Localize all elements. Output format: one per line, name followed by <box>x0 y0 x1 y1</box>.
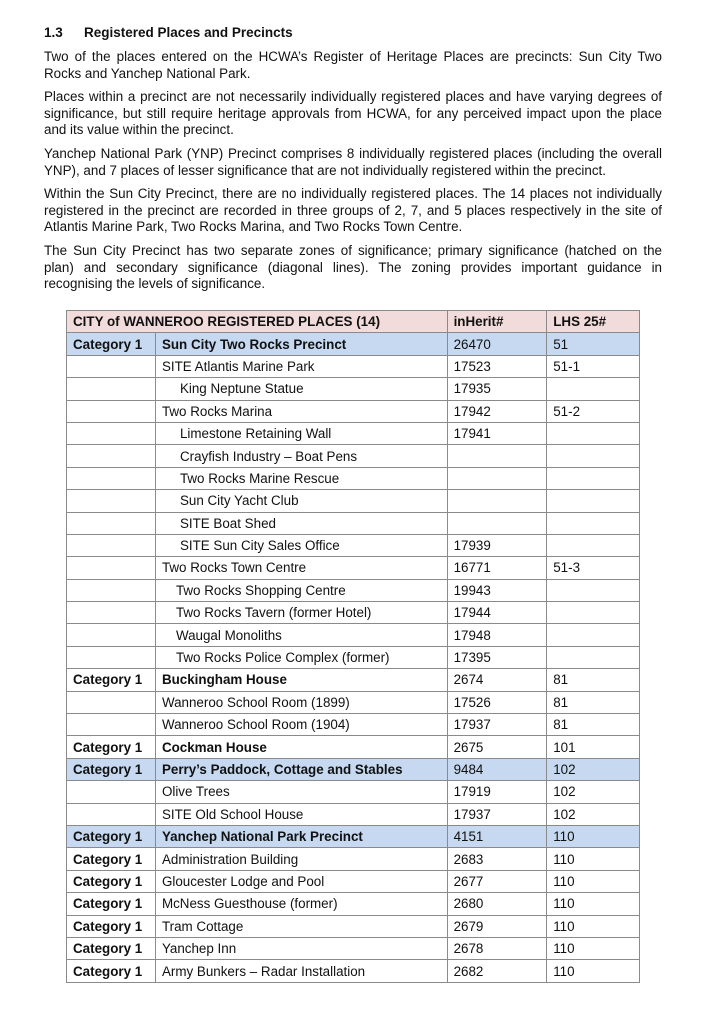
place-name-cell: Gloucester Lodge and Pool <box>155 870 447 892</box>
place-name-cell: Yanchep Inn <box>155 937 447 959</box>
category-cell: Category 1 <box>67 937 156 959</box>
lhs-cell: 102 <box>547 758 640 780</box>
place-name-cell: Buckingham House <box>155 669 447 691</box>
lhs-cell: 110 <box>547 937 640 959</box>
table-row <box>67 355 640 377</box>
inherit-cell: 17942 <box>447 400 547 422</box>
inherit-cell: 17937 <box>447 714 547 736</box>
inherit-cell: 17948 <box>447 624 547 646</box>
inherit-cell: 17395 <box>447 646 547 668</box>
inherit-cell: 17526 <box>447 691 547 713</box>
place-name-cell: King Neptune Statue <box>155 378 447 400</box>
inherit-cell: 17919 <box>447 781 547 803</box>
table-row <box>67 736 640 758</box>
table-row <box>67 893 640 915</box>
lhs-cell: 110 <box>547 848 640 870</box>
lhs-cell <box>547 624 640 646</box>
table-header-row <box>67 311 640 333</box>
place-name-cell: Wanneroo School Room (1899) <box>155 691 447 713</box>
place-name-cell: Sun City Yacht Club <box>155 490 447 512</box>
table-row <box>67 378 640 400</box>
category-cell: Category 1 <box>67 333 156 355</box>
category-cell: Category 1 <box>67 960 156 982</box>
registered-places-table <box>66 310 640 983</box>
table-row <box>67 825 640 847</box>
lhs-cell <box>547 490 640 512</box>
category-cell <box>67 422 156 444</box>
lhs-cell: 110 <box>547 960 640 982</box>
category-cell <box>67 714 156 736</box>
inherit-cell: 2680 <box>447 893 547 915</box>
paragraph: Places within a precinct are not necessarily individually registered places and have varying degrees of significance, but still require heritage approvals from HCWA, for any perceived impact upon the place and its value within the precinct. <box>44 89 662 138</box>
place-name-cell: Perry’s Paddock, Cottage and Stables <box>155 758 447 780</box>
category-cell: Category 1 <box>67 825 156 847</box>
inherit-cell: 4151 <box>447 825 547 847</box>
table-row <box>67 602 640 624</box>
category-cell <box>67 691 156 713</box>
place-name-cell: Cockman House <box>155 736 447 758</box>
lhs-cell: 102 <box>547 781 640 803</box>
place-name-cell: Sun City Two Rocks Precinct <box>155 333 447 355</box>
table-row <box>67 512 640 534</box>
lhs-cell: 51-3 <box>547 557 640 579</box>
category-cell: Category 1 <box>67 915 156 937</box>
table-row <box>67 870 640 892</box>
lhs-cell: 81 <box>547 691 640 713</box>
table-row <box>67 714 640 736</box>
section-heading <box>44 25 293 40</box>
lhs-cell <box>547 646 640 668</box>
inherit-cell: 2677 <box>447 870 547 892</box>
category-cell <box>67 355 156 377</box>
place-name-cell: SITE Atlantis Marine Park <box>155 355 447 377</box>
category-cell <box>67 490 156 512</box>
table-row <box>67 937 640 959</box>
section-number: 1.3 <box>44 25 63 40</box>
lhs-cell <box>547 602 640 624</box>
table-row <box>67 624 640 646</box>
table-row <box>67 422 640 444</box>
inherit-cell: 17523 <box>447 355 547 377</box>
inherit-cell: 17944 <box>447 602 547 624</box>
inherit-cell: 2682 <box>447 960 547 982</box>
inherit-cell: 17935 <box>447 378 547 400</box>
place-name-cell: Tram Cottage <box>155 915 447 937</box>
lhs-cell: 110 <box>547 893 640 915</box>
lhs-cell: 102 <box>547 803 640 825</box>
place-name-cell: SITE Old School House <box>155 803 447 825</box>
inherit-cell: 2678 <box>447 937 547 959</box>
inherit-cell: 17937 <box>447 803 547 825</box>
inherit-cell <box>447 512 547 534</box>
place-name-cell: Yanchep National Park Precinct <box>155 825 447 847</box>
category-cell <box>67 378 156 400</box>
place-name-cell: SITE Sun City Sales Office <box>155 534 447 556</box>
lhs-cell <box>547 579 640 601</box>
table-row <box>67 915 640 937</box>
category-cell: Category 1 <box>67 848 156 870</box>
category-cell <box>67 624 156 646</box>
paragraph: Two of the places entered on the HCWA’s Register of Heritage Places are precincts: Sun City Two Rocks and Yanchep National Park. <box>44 49 662 81</box>
category-cell <box>67 579 156 601</box>
inherit-cell: 2675 <box>447 736 547 758</box>
place-name-cell: Army Bunkers – Radar Installation <box>155 960 447 982</box>
lhs-cell: 51 <box>547 333 640 355</box>
table-row <box>67 557 640 579</box>
table-row <box>67 646 640 668</box>
category-cell <box>67 602 156 624</box>
inherit-cell: 17939 <box>447 534 547 556</box>
place-name-cell: McNess Guesthouse (former) <box>155 893 447 915</box>
section-title: Registered Places and Precincts <box>84 25 293 40</box>
lhs-cell: 81 <box>547 669 640 691</box>
paragraph: The Sun City Precinct has two separate zones of significance; primary significance (hatched on the plan) and secondary significance (diagonal lines). The zoning provides important guidance in recognising the levels of significance. <box>44 242 662 292</box>
category-cell <box>67 557 156 579</box>
table-row <box>67 490 640 512</box>
header-inherit: inHerit# <box>447 311 547 333</box>
table-row <box>67 848 640 870</box>
inherit-cell: 9484 <box>447 758 547 780</box>
lhs-cell: 110 <box>547 915 640 937</box>
lhs-cell: 101 <box>547 736 640 758</box>
lhs-cell <box>547 445 640 467</box>
place-name-cell: Two Rocks Town Centre <box>155 557 447 579</box>
lhs-cell: 51-1 <box>547 355 640 377</box>
place-name-cell: Two Rocks Shopping Centre <box>155 579 447 601</box>
lhs-cell: 81 <box>547 714 640 736</box>
inherit-cell <box>447 467 547 489</box>
category-cell: Category 1 <box>67 893 156 915</box>
inherit-cell: 17941 <box>447 422 547 444</box>
category-cell: Category 1 <box>67 736 156 758</box>
inherit-cell: 2683 <box>447 848 547 870</box>
category-cell <box>67 467 156 489</box>
inherit-cell: 26470 <box>447 333 547 355</box>
category-cell <box>67 803 156 825</box>
table-row <box>67 960 640 982</box>
place-name-cell: Wanneroo School Room (1904) <box>155 714 447 736</box>
header-title: CITY of WANNEROO REGISTERED PLACES (14) <box>67 311 448 333</box>
category-cell: Category 1 <box>67 870 156 892</box>
lhs-cell <box>547 534 640 556</box>
paragraph: Within the Sun City Precinct, there are no individually registered places. The 14 places not individually registered in the precinct are recorded in three groups of 2, 7, and 5 places respectively in the site of Atlantis Marine Park, Two Rocks Marina, and Two Rocks Town Centre. <box>44 186 662 235</box>
place-name-cell: Olive Trees <box>155 781 447 803</box>
place-name-cell: Two Rocks Marina <box>155 400 447 422</box>
lhs-cell <box>547 467 640 489</box>
table-row <box>67 445 640 467</box>
place-name-cell: Two Rocks Marine Rescue <box>155 467 447 489</box>
category-cell: Category 1 <box>67 669 156 691</box>
category-cell <box>67 445 156 467</box>
body-text <box>44 49 662 300</box>
place-name-cell: Administration Building <box>155 848 447 870</box>
table-row <box>67 579 640 601</box>
category-cell <box>67 646 156 668</box>
category-cell: Category 1 <box>67 758 156 780</box>
inherit-cell: 16771 <box>447 557 547 579</box>
category-cell <box>67 534 156 556</box>
lhs-cell: 51-2 <box>547 400 640 422</box>
table-row <box>67 400 640 422</box>
inherit-cell: 2679 <box>447 915 547 937</box>
place-name-cell: Waugal Monoliths <box>155 624 447 646</box>
table-row <box>67 803 640 825</box>
lhs-cell: 110 <box>547 825 640 847</box>
place-name-cell: Limestone Retaining Wall <box>155 422 447 444</box>
inherit-cell <box>447 445 547 467</box>
table-row <box>67 534 640 556</box>
place-name-cell: Two Rocks Police Complex (former) <box>155 646 447 668</box>
place-name-cell: Crayfish Industry – Boat Pens <box>155 445 447 467</box>
place-name-cell: SITE Boat Shed <box>155 512 447 534</box>
inherit-cell: 2674 <box>447 669 547 691</box>
table-row <box>67 781 640 803</box>
table-row <box>67 467 640 489</box>
lhs-cell <box>547 422 640 444</box>
header-lhs: LHS 25# <box>547 311 640 333</box>
category-cell <box>67 781 156 803</box>
lhs-cell: 110 <box>547 870 640 892</box>
table-row <box>67 669 640 691</box>
inherit-cell: 19943 <box>447 579 547 601</box>
paragraph: Yanchep National Park (YNP) Precinct comprises 8 individually registered places (including the overall YNP), and 7 places of lesser significance that are not individually registered within the precinct. <box>44 145 662 178</box>
lhs-cell <box>547 512 640 534</box>
table-row <box>67 691 640 713</box>
category-cell <box>67 512 156 534</box>
inherit-cell <box>447 490 547 512</box>
table-row <box>67 758 640 780</box>
place-name-cell: Two Rocks Tavern (former Hotel) <box>155 602 447 624</box>
lhs-cell <box>547 378 640 400</box>
table-row <box>67 333 640 355</box>
category-cell <box>67 400 156 422</box>
